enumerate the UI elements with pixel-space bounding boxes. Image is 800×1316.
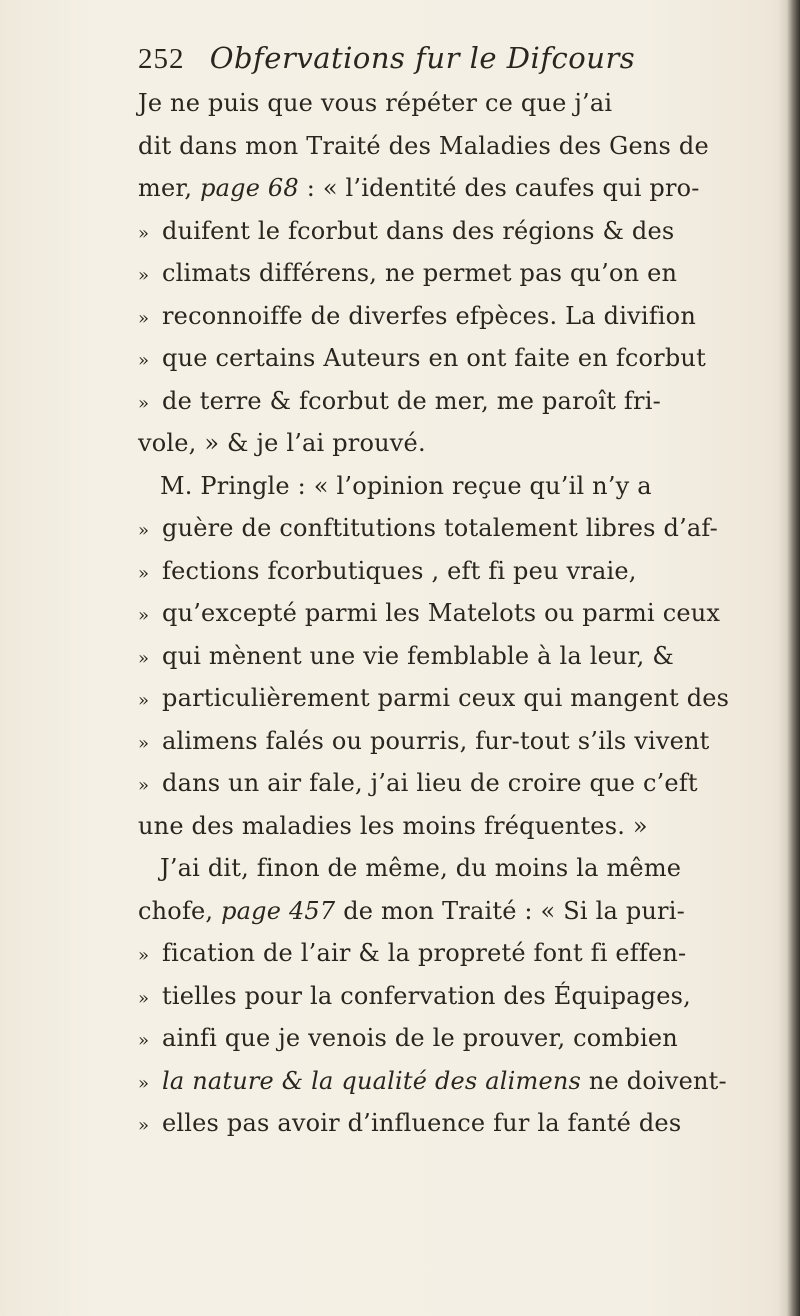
quote-mark: » [138, 392, 150, 414]
line-text: fication de l’air & la propreté font fi effen- [162, 939, 687, 967]
text-line [138, 720, 758, 763]
line-text: mer, [138, 174, 201, 202]
line-text: dans un air fale, j’ai lieu de croire que c’eft [162, 769, 698, 797]
text-line [138, 677, 758, 720]
text-line [138, 1102, 758, 1145]
line-text: tielles pour la confervation des Équipages, [162, 981, 691, 1010]
quote-mark: » [138, 222, 150, 244]
text-line [138, 380, 758, 423]
quote-mark: » [138, 520, 150, 541]
line-text: fections fcorbutiques , eft fi peu vraie, [162, 556, 637, 585]
line-text: climats différens, ne permet pas qu’on en [162, 259, 678, 287]
text-line [138, 550, 758, 593]
quote-mark: » [138, 775, 150, 796]
text-line [138, 975, 758, 1018]
text-line [138, 1017, 758, 1060]
text-line [138, 337, 758, 380]
line-text: une des maladies les moins fréquentes. » [138, 811, 648, 840]
text-line [138, 465, 758, 508]
text-line [138, 592, 758, 635]
text-line [138, 422, 758, 465]
line-text: elles pas avoir d’influence fur la fanté des [162, 1109, 682, 1137]
text-line [138, 252, 758, 295]
quote-mark: » [138, 562, 150, 584]
running-title: Obfervations fur le Difcours [209, 41, 636, 75]
page-edge-shadow [778, 0, 800, 1316]
quote-mark: » [138, 1030, 150, 1051]
line-text: de terre & fcorbut de mer, me paroît fri- [162, 386, 661, 415]
line-text: qu’excepté parmi les Matelots ou parmi ceux [162, 599, 721, 627]
line-text: qui mènent une vie femblable à la leur, & [162, 641, 674, 670]
line-text: J’ai dit, finon de même, du moins la même [160, 854, 682, 882]
quote-mark: » [138, 987, 150, 1009]
line-text: guère de conftitutions totalement libres d’af- [162, 514, 718, 542]
text-line [138, 847, 758, 890]
quote-mark: » [138, 1072, 150, 1094]
line-text: dit dans mon Traité des Maladies des Gens de [138, 131, 709, 160]
line-text: M. Pringle : « l’opinion reçue qu’il n’y a [160, 471, 652, 500]
italic-text: la nature & la qualité des alimens [162, 1066, 582, 1095]
line-text: alimens falés ou pourris, fur-tout s’ils vivent [162, 726, 710, 755]
italic-text: page 68 [200, 174, 299, 202]
quote-mark: » [138, 265, 150, 286]
text-line [138, 210, 758, 253]
text-line [138, 890, 758, 933]
line-text: chofe, [138, 896, 222, 925]
text-line [138, 507, 758, 550]
line-text: ne doivent- [581, 1066, 727, 1095]
text-line [138, 805, 758, 848]
line-text: Je ne puis que vous répéter ce que j’ai [138, 89, 613, 117]
text-line [138, 1060, 758, 1103]
text-line [138, 932, 758, 975]
quote-mark: » [138, 605, 150, 626]
body-text [138, 82, 758, 1145]
text-line [138, 125, 758, 168]
line-text: ainfi que je venois de le prouver, combien [162, 1024, 678, 1052]
line-text: : « l’identité des caufes qui pro- [298, 174, 700, 202]
line-text: reconnoiffe de diverfes efpèces. La divifion [162, 301, 696, 330]
text-line [138, 295, 758, 338]
line-text: de mon Traité : « Si la puri- [335, 896, 685, 925]
running-header [138, 38, 758, 78]
italic-text: page 457 [221, 896, 336, 925]
quote-mark: » [138, 690, 150, 711]
quote-mark: » [138, 350, 150, 371]
text-line [138, 635, 758, 678]
line-text: duifent le fcorbut dans des régions & des [162, 216, 675, 245]
quote-mark: » [138, 732, 150, 754]
line-text: que certains Auteurs en ont faite en fcorbut [162, 344, 706, 372]
text-line [138, 762, 758, 805]
quote-mark: » [138, 307, 150, 329]
line-text: particulièrement parmi ceux qui mangent des [162, 684, 730, 712]
line-text: vole, » & je l’ai prouvé. [138, 429, 426, 457]
text-line [138, 167, 758, 210]
text-line [138, 82, 758, 125]
quote-mark: » [138, 647, 150, 669]
quote-mark: » [138, 1115, 150, 1136]
quote-mark: » [138, 945, 150, 966]
page-number: 252 [138, 43, 185, 75]
